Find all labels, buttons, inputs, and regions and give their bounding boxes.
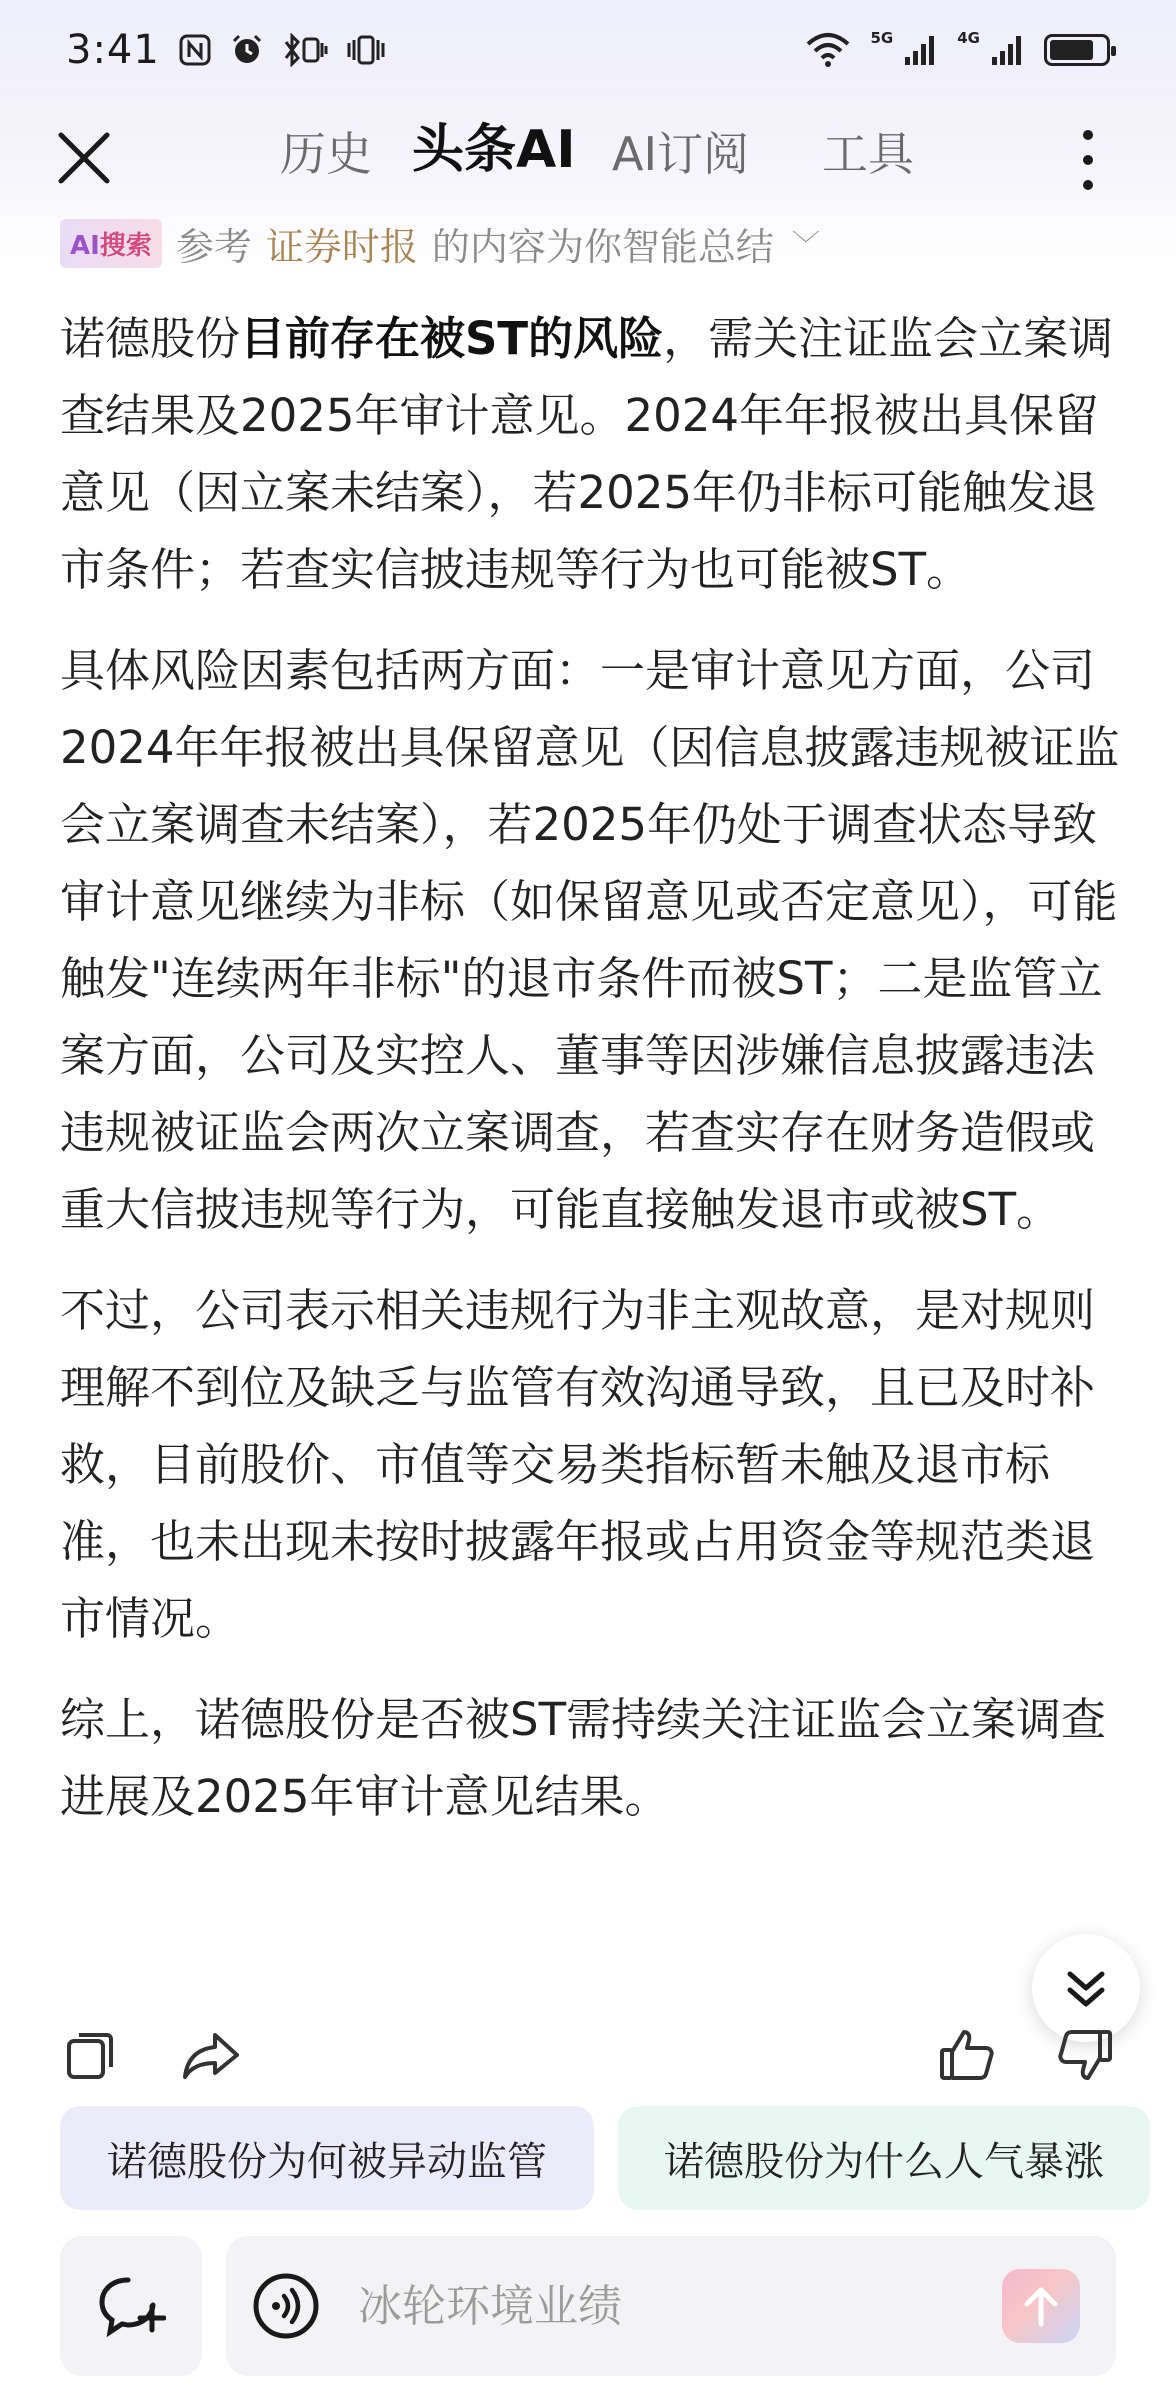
nfc-icon (178, 33, 212, 67)
copy-button[interactable] (56, 2020, 126, 2090)
answer-paragraph-4: 综上，诺德股份是否被ST需持续关注证监会立案调查进展及2025年审计意见结果。 (60, 1693, 1107, 1823)
signal-icon-1 (903, 33, 937, 67)
suggestion-chip[interactable]: 诺德股份为什么人气暴涨 (618, 2106, 1150, 2210)
p1-rest: ，需关注证监会立案调查结果及2025年审计意见。2024年年报被出具保留意见（因立案未结案），若2025年仍非标可能触发退市条件；若查实信披违规等行为也可能被ST。 (60, 312, 1114, 596)
new-chat-icon (96, 2274, 166, 2338)
answer-paragraph-1 (60, 300, 1120, 608)
ai-source-line[interactable] (60, 216, 820, 270)
tab-history[interactable]: 历史 (280, 127, 372, 181)
vibrate-icon (346, 33, 386, 67)
tab-tools[interactable]: 工具 (822, 127, 914, 181)
double-chevron-down-icon (1062, 1964, 1110, 2012)
battery-level (1050, 40, 1093, 60)
new-chat-button[interactable] (60, 2236, 202, 2376)
send-button[interactable] (1002, 2269, 1080, 2343)
answer-content (60, 300, 1120, 1859)
source-pre-text: 参考 (175, 224, 252, 269)
status-left (66, 27, 386, 73)
suggestion-chip[interactable]: 诺德股份为何被异动监管 (60, 2106, 594, 2210)
thumbs-up-icon (938, 2026, 996, 2084)
dislike-button[interactable] (1050, 2020, 1120, 2090)
status-bar (0, 0, 1176, 100)
answer-paragraph-2: 具体风险因素包括两方面：一是审计意见方面，公司2024年年报被出具保留意见（因信息披露违规被证监会立案调查未结案），若2025年仍处于调查状态导致审计意见继续为非标（如保留意见或否定意见），可能触发"连续两年非标"的退市条件而被ST；二是监管立案方面，公司及实控人、董事等因涉嫌信息披露违法违规被证监会两次立案调查，若查实存在财务造假或重大信披违规等行为，可能直接触发退市或被ST。 (60, 644, 1120, 1236)
share-icon (181, 2027, 241, 2083)
status-time: 3:41 (66, 27, 160, 73)
p1-bold: 目前存在被ST的风险 (240, 312, 664, 365)
chevron-down-icon[interactable]: ﹀ (791, 228, 820, 261)
ai-badge-suffix: 搜索 (99, 230, 152, 261)
battery-icon (1044, 34, 1110, 66)
p1-lead: 诺德股份 (60, 312, 241, 365)
voice-input-button[interactable] (252, 2272, 320, 2340)
status-right (805, 29, 1111, 68)
top-nav (0, 108, 1176, 204)
like-button[interactable] (932, 2020, 1002, 2090)
signal-icon-2 (990, 33, 1024, 67)
tab-toutiao-ai[interactable]: 头条AI (412, 120, 576, 180)
network-label-2: 4G (957, 29, 980, 47)
more-dot-icon (1083, 155, 1093, 165)
share-button[interactable] (176, 2020, 246, 2090)
bluetooth-vibrate-icon (282, 33, 328, 67)
voice-icon (252, 2272, 320, 2340)
wifi-icon (805, 32, 851, 68)
more-options-button[interactable] (1060, 124, 1116, 196)
thumbs-down-icon (1056, 2026, 1114, 2084)
more-dot-icon (1083, 180, 1093, 190)
alarm-icon (230, 33, 264, 67)
answer-action-row (0, 2020, 1176, 2100)
copy-icon (63, 2027, 119, 2083)
close-button[interactable] (52, 126, 116, 190)
chat-input-bar (226, 2236, 1116, 2376)
ai-badge-prefix: AI (70, 230, 100, 261)
close-icon (57, 131, 111, 185)
arrow-up-icon (1021, 2284, 1061, 2328)
source-post-text: 的内容为你智能总结 (431, 224, 774, 269)
tab-ai-subscribe[interactable]: AI订阅 (612, 127, 750, 181)
ai-search-badge (60, 219, 162, 268)
answer-paragraph-3: 不过，公司表示相关违规行为非主观故意，是对规则理解不到位及缺乏与监管有效沟通导致，且已及时补救，目前股价、市值等交易类指标暂未触及退市标准，也未出现未按时披露年报或占用资金等规范类退市情况。 (60, 1284, 1096, 1645)
more-dot-icon (1083, 130, 1093, 140)
chat-input[interactable] (358, 2274, 958, 2338)
source-name[interactable]: 证券时报 (265, 224, 418, 269)
network-label-1: 5G (870, 29, 894, 47)
